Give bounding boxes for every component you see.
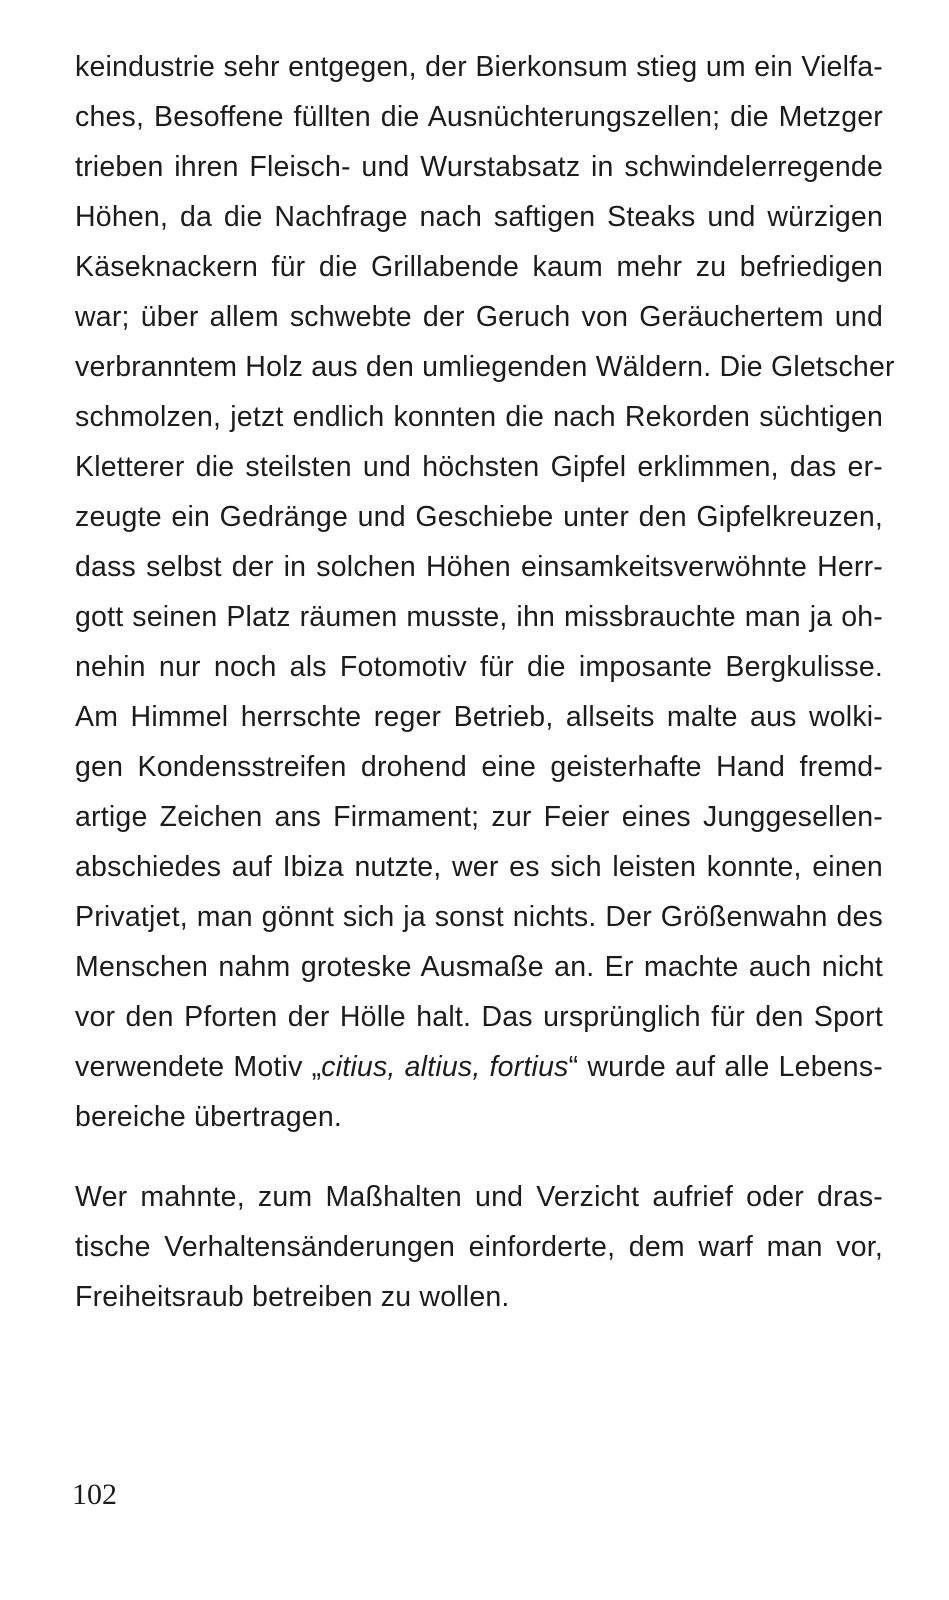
- text-line: gott seinen Platz räumen musste, ihn missbrauchte man ja oh-: [75, 601, 883, 633]
- text-line: schmolzen, jetzt endlich konnten die nach Rekorden süchtigen: [75, 401, 883, 433]
- motto-latin: citius, altius, fortius: [321, 1051, 569, 1083]
- text-line: vor den Pforten der Hölle halt. Das ursprünglich für den Sport: [75, 1001, 883, 1033]
- text-line: Menschen nahm groteske Ausmaße an. Er machte auch nicht: [75, 951, 883, 983]
- text-line: Wer mahnte, zum Maßhalten und Verzicht aufrief oder dras-: [75, 1181, 883, 1213]
- text-line: Privatjet, man gönnt sich ja sonst nichts. Der Größenwahn des: [75, 901, 883, 933]
- motto-line: [75, 1042, 883, 1092]
- text-line: trieben ihren Fleisch- und Wurstabsatz in schwindelerregende: [75, 151, 883, 183]
- text-line: artige Zeichen ans Firmament; zur Feier eines Junggesellen-: [75, 801, 883, 833]
- text-line: gen Kondensstreifen drohend eine geisterhafte Hand fremd-: [75, 751, 883, 783]
- text-line: keindustrie sehr entgegen, der Bierkonsum stieg um ein Vielfa-: [75, 51, 883, 83]
- text-line-last: Freiheitsraub betreiben zu wollen.: [75, 1281, 510, 1313]
- paragraph-1: [75, 42, 895, 1142]
- text-line: Höhen, da die Nachfrage nach saftigen Steaks und würzigen: [75, 201, 883, 233]
- text-line: Käseknackern für die Grillabende kaum mehr zu befriedigen: [75, 251, 883, 283]
- text-line: Kletterer die steilsten und höchsten Gipfel erklimmen, das er-: [75, 451, 883, 483]
- text-line: abschiedes auf Ibiza nutzte, wer es sich leisten konnte, einen: [75, 851, 883, 883]
- text-line: tische Verhaltensänderungen einforderte, dem warf man vor,: [75, 1231, 883, 1263]
- text-line: zeugte ein Gedränge und Geschiebe unter den Gipfelkreuzen,: [75, 501, 883, 533]
- paragraph-2: [75, 1172, 883, 1322]
- text-line: ches, Besoffene füllten die Ausnüchterungszellen; die Metzger: [75, 101, 883, 133]
- motto-line-after: “ wurde auf alle Lebens-: [568, 1051, 883, 1083]
- text-line-last: bereiche übertragen.: [75, 1101, 343, 1133]
- page-number: 102: [72, 1478, 117, 1511]
- text-line: war; über allem schwebte der Geruch von Geräuchertem und: [75, 301, 883, 333]
- motto-line-before: verwendete Motiv „: [75, 1051, 322, 1083]
- text-line: Am Himmel herrschte reger Betrieb, allseits malte aus wolki-: [75, 701, 883, 733]
- text-line: dass selbst der in solchen Höhen einsamkeitsverwöhnte Herr-: [75, 551, 883, 583]
- text-line: verbranntem Holz aus den umliegenden Wäldern. Die Gletscher: [75, 351, 895, 383]
- text-line: nehin nur noch als Fotomotiv für die imposante Bergkulisse.: [75, 651, 883, 683]
